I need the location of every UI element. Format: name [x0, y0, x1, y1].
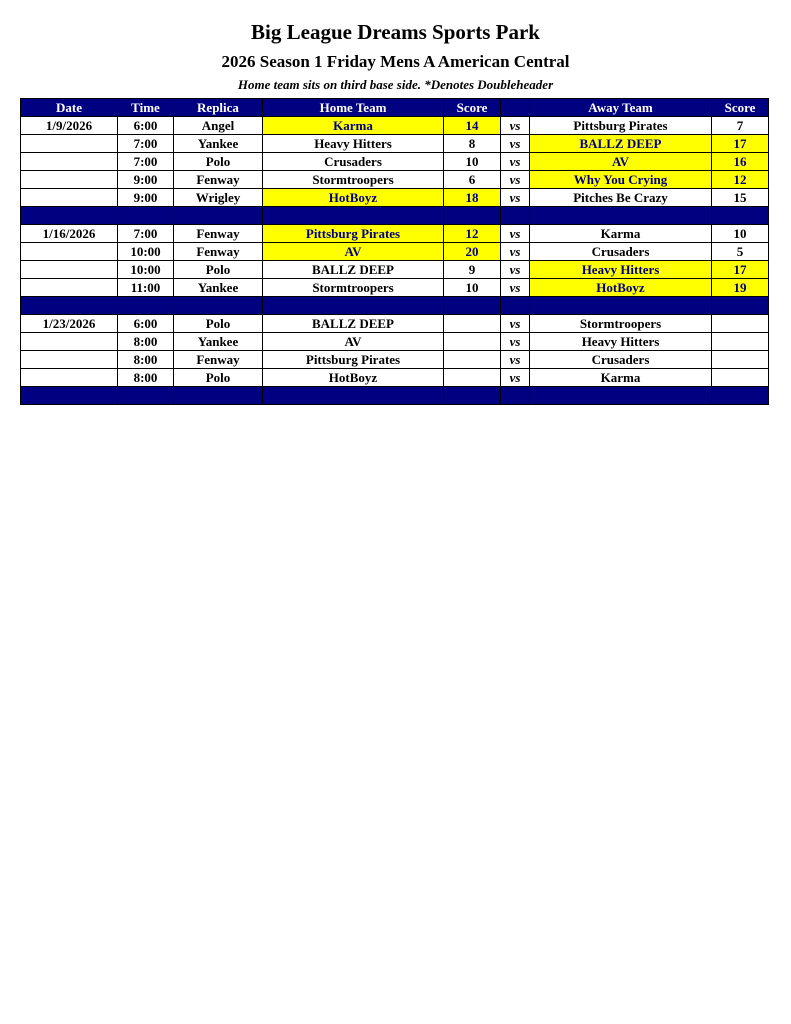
date-cell — [21, 261, 118, 279]
time-cell: 10:00 — [118, 261, 174, 279]
vs-cell: vs — [501, 333, 530, 351]
separator-cell — [530, 387, 712, 405]
away-score-cell — [712, 315, 769, 333]
vs-cell: vs — [501, 315, 530, 333]
table-row — [21, 135, 769, 153]
home-team-cell: AV — [263, 333, 444, 351]
home-score-cell — [444, 351, 501, 369]
home-team-cell: Pittsburg Pirates — [263, 351, 444, 369]
separator-cell — [21, 207, 118, 225]
date-cell — [21, 351, 118, 369]
date-cell — [21, 243, 118, 261]
separator-cell — [263, 387, 444, 405]
replica-cell: Fenway — [174, 225, 263, 243]
separator-cell — [174, 207, 263, 225]
replica-cell: Fenway — [174, 171, 263, 189]
separator-cell — [444, 297, 501, 315]
vs-cell: vs — [501, 279, 530, 297]
away-team-cell: BALLZ DEEP — [530, 135, 712, 153]
home-score-cell: 9 — [444, 261, 501, 279]
vs-cell: vs — [501, 243, 530, 261]
vs-cell: vs — [501, 135, 530, 153]
time-cell: 9:00 — [118, 171, 174, 189]
away-score-cell — [712, 351, 769, 369]
home-team-cell: Stormtroopers — [263, 171, 444, 189]
time-cell: 10:00 — [118, 243, 174, 261]
schedule-note: Home team sits on third base side. *Denotes Doubleheader — [237, 77, 554, 92]
separator-cell — [501, 387, 530, 405]
separator-cell — [118, 297, 174, 315]
replica-cell: Fenway — [174, 351, 263, 369]
home-team-cell: BALLZ DEEP — [263, 261, 444, 279]
table-header-row — [21, 99, 769, 117]
time-cell: 8:00 — [118, 333, 174, 351]
date-cell — [21, 279, 118, 297]
home-score-cell: 10 — [444, 153, 501, 171]
table-row — [21, 153, 769, 171]
separator-cell — [21, 387, 118, 405]
away-team-cell: Why You Crying — [530, 171, 712, 189]
time-cell: 7:00 — [118, 135, 174, 153]
date-cell — [21, 369, 118, 387]
home-score-cell: 14 — [444, 117, 501, 135]
away-score-cell — [712, 369, 769, 387]
separator-cell — [174, 297, 263, 315]
vs-cell: vs — [501, 351, 530, 369]
week-separator-row — [21, 297, 769, 315]
away-team-cell: Karma — [530, 225, 712, 243]
away-score-cell: 15 — [712, 189, 769, 207]
table-row — [21, 315, 769, 333]
date-cell — [21, 153, 118, 171]
home-score-cell: 18 — [444, 189, 501, 207]
home-score-cell: 6 — [444, 171, 501, 189]
away-team-cell: Heavy Hitters — [530, 261, 712, 279]
time-cell: 8:00 — [118, 369, 174, 387]
away-score-cell: 19 — [712, 279, 769, 297]
replica-cell: Angel — [174, 117, 263, 135]
home-team-cell: Crusaders — [263, 153, 444, 171]
table-row — [21, 333, 769, 351]
time-cell: 7:00 — [118, 153, 174, 171]
col-header-vs — [501, 99, 530, 117]
away-score-cell: 10 — [712, 225, 769, 243]
away-team-cell: Crusaders — [530, 351, 712, 369]
away-score-cell: 5 — [712, 243, 769, 261]
away-team-cell: Pittsburg Pirates — [530, 117, 712, 135]
date-cell: 1/23/2026 — [21, 315, 118, 333]
home-team-cell: HotBoyz — [263, 189, 444, 207]
separator-cell — [263, 207, 444, 225]
week-separator-row — [21, 207, 769, 225]
replica-cell: Polo — [174, 369, 263, 387]
table-row — [21, 171, 769, 189]
home-team-cell: Heavy Hitters — [263, 135, 444, 153]
away-score-cell: 16 — [712, 153, 769, 171]
separator-cell — [712, 297, 769, 315]
away-team-cell: HotBoyz — [530, 279, 712, 297]
replica-cell: Yankee — [174, 333, 263, 351]
away-team-cell: Crusaders — [530, 243, 712, 261]
separator-cell — [21, 297, 118, 315]
time-cell: 7:00 — [118, 225, 174, 243]
date-cell: 1/16/2026 — [21, 225, 118, 243]
week-separator-row — [21, 387, 769, 405]
date-cell — [21, 171, 118, 189]
separator-cell — [118, 207, 174, 225]
separator-cell — [712, 207, 769, 225]
time-cell: 11:00 — [118, 279, 174, 297]
replica-cell: Yankee — [174, 135, 263, 153]
separator-cell — [263, 297, 444, 315]
away-score-cell: 12 — [712, 171, 769, 189]
home-team-cell: Stormtroopers — [263, 279, 444, 297]
separator-cell — [501, 297, 530, 315]
home-team-cell: Karma — [263, 117, 444, 135]
vs-cell: vs — [501, 171, 530, 189]
separator-cell — [174, 387, 263, 405]
home-score-cell — [444, 369, 501, 387]
vs-cell: vs — [501, 261, 530, 279]
home-score-cell: 20 — [444, 243, 501, 261]
separator-cell — [712, 387, 769, 405]
home-score-cell — [444, 333, 501, 351]
separator-cell — [501, 207, 530, 225]
table-row — [21, 351, 769, 369]
schedule-table — [20, 98, 769, 405]
time-cell: 6:00 — [118, 315, 174, 333]
separator-cell — [444, 207, 501, 225]
vs-cell: vs — [501, 189, 530, 207]
home-team-cell: AV — [263, 243, 444, 261]
date-cell — [21, 135, 118, 153]
away-team-cell: AV — [530, 153, 712, 171]
table-row — [21, 261, 769, 279]
time-cell: 8:00 — [118, 351, 174, 369]
away-team-cell: Pitches Be Crazy — [530, 189, 712, 207]
vs-cell: vs — [501, 225, 530, 243]
date-cell — [21, 333, 118, 351]
home-team-cell: BALLZ DEEP — [263, 315, 444, 333]
table-row — [21, 189, 769, 207]
vs-cell: vs — [501, 117, 530, 135]
separator-cell — [530, 207, 712, 225]
separator-cell — [444, 387, 501, 405]
col-header-home-team: Home Team — [263, 99, 444, 117]
replica-cell: Wrigley — [174, 189, 263, 207]
away-score-cell: 7 — [712, 117, 769, 135]
col-header-date: Date — [21, 99, 118, 117]
schedule-body — [21, 117, 769, 405]
time-cell: 6:00 — [118, 117, 174, 135]
col-header-away-team: Away Team — [530, 99, 712, 117]
home-team-cell: Pittsburg Pirates — [263, 225, 444, 243]
time-cell: 9:00 — [118, 189, 174, 207]
table-row — [21, 369, 769, 387]
vs-cell: vs — [501, 369, 530, 387]
col-header-time: Time — [118, 99, 174, 117]
col-header-home-score: Score — [444, 99, 501, 117]
away-score-cell: 17 — [712, 261, 769, 279]
col-header-away-score: Score — [712, 99, 769, 117]
vs-cell: vs — [501, 153, 530, 171]
replica-cell: Fenway — [174, 243, 263, 261]
date-cell: 1/9/2026 — [21, 117, 118, 135]
home-team-cell: HotBoyz — [263, 369, 444, 387]
replica-cell: Polo — [174, 315, 263, 333]
col-header-replica: Replica — [174, 99, 263, 117]
replica-cell: Polo — [174, 261, 263, 279]
page-title: Big League Dreams Sports Park — [251, 20, 540, 44]
table-row — [21, 279, 769, 297]
home-score-cell: 8 — [444, 135, 501, 153]
separator-cell — [118, 387, 174, 405]
home-score-cell — [444, 315, 501, 333]
home-score-cell: 10 — [444, 279, 501, 297]
table-row — [21, 243, 769, 261]
table-row — [21, 117, 769, 135]
away-team-cell: Heavy Hitters — [530, 333, 712, 351]
table-row — [21, 225, 769, 243]
separator-cell — [530, 297, 712, 315]
away-score-cell: 17 — [712, 135, 769, 153]
date-cell — [21, 189, 118, 207]
away-team-cell: Karma — [530, 369, 712, 387]
replica-cell: Polo — [174, 153, 263, 171]
page-subtitle: 2026 Season 1 Friday Mens A American Central — [221, 52, 570, 71]
away-score-cell — [712, 333, 769, 351]
away-team-cell: Stormtroopers — [530, 315, 712, 333]
home-score-cell: 12 — [444, 225, 501, 243]
replica-cell: Yankee — [174, 279, 263, 297]
